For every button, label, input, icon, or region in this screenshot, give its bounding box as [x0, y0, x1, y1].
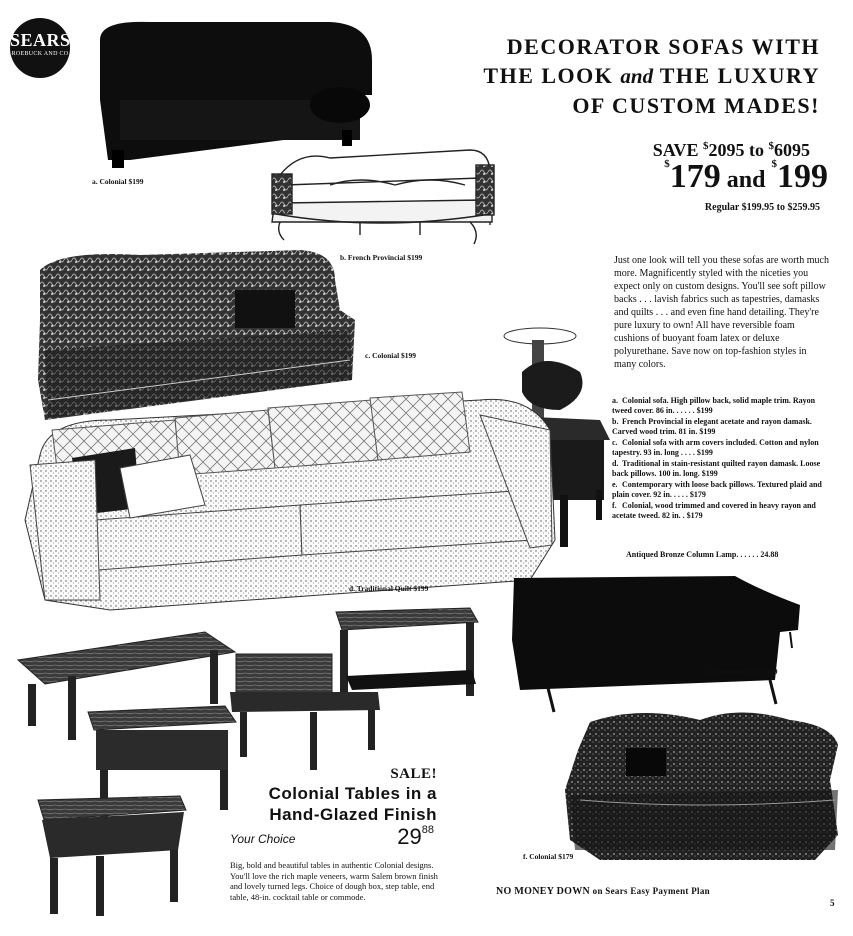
headline-and: and: [620, 64, 654, 88]
tables-price: [397, 824, 434, 850]
caption-c: c. Colonial $199: [365, 351, 417, 360]
headline-line-3: OF CUSTOM MADES!: [572, 93, 820, 118]
item-text: French Provincial in elegant acetate and rayon damask. Carved wood trim. 81 in. $199: [612, 417, 812, 436]
item-e: [612, 480, 830, 500]
tables-price-dollars: 29: [397, 824, 422, 849]
item-code: a.: [612, 396, 618, 405]
sofa-a-illustration: [100, 22, 372, 168]
logo-subtitle: ROEBUCK AND CO: [11, 51, 69, 57]
item-text: Traditional in stain-resistant quilted rayon damask. Loose back pillows. 100 in. long. $199: [612, 459, 821, 478]
caption-f: f. Colonial $179: [523, 852, 574, 861]
tables-line-2: Hand-Glazed Finish: [269, 805, 437, 824]
no-money-down: NO MONEY DOWN: [496, 886, 591, 897]
item-text: Colonial sofa with arm covers included. Cotton and nylon tapestry. 93 in. long . . . . $199: [612, 438, 819, 457]
item-code: c.: [612, 438, 618, 447]
save-label: SAVE: [652, 140, 703, 160]
item-code: f.: [612, 501, 617, 510]
page-number: 5: [830, 898, 835, 908]
price-a-sign: $: [664, 158, 670, 170]
item-text: Contemporary with loose back pillows. Textured plaid and plain cover. 92 in. . . . . $179: [612, 480, 822, 499]
sofa-c-illustration: [38, 250, 355, 420]
item-d: [612, 459, 830, 479]
caption-d: d. Traditional Quilt $199: [349, 584, 429, 593]
save-to: to: [744, 140, 769, 160]
price-a: 179: [669, 158, 721, 195]
item-text: Colonial sofa. High pillow back, solid maple trim. Rayon tweed cover. 86 in. . . . . . $199: [612, 396, 816, 415]
tables-price-row: [230, 824, 436, 849]
headline: [380, 32, 820, 120]
item-c: [612, 438, 830, 458]
sofa-b-illustration: [272, 150, 494, 244]
headline-line-2-b: THE LUXURY: [653, 63, 820, 88]
price-and: and: [720, 167, 772, 193]
logo-name: SEARS: [10, 30, 71, 50]
caption-e: e. Contemporary $179: [706, 667, 778, 676]
caption-b: b. French Provincial $199: [340, 253, 423, 262]
item-f: [612, 501, 830, 521]
sofa-d-illustration: [25, 392, 555, 610]
tables-line-1: Colonial Tables in a: [268, 784, 437, 803]
item-text: Colonial, wood trimmed and covered in heavy rayon and acetate tweed. 82 in. . $179: [612, 501, 816, 520]
payment-plan-note: [496, 886, 816, 897]
price-b: 199: [777, 158, 828, 195]
headline-line-1: DECORATOR SOFAS WITH: [506, 34, 820, 59]
caption-a: a. Colonial $199: [92, 177, 144, 186]
sale-price: [560, 158, 828, 196]
headline-line-2-a: THE LOOK: [483, 63, 621, 88]
lamp-price: Antiqued Bronze Column Lamp. . . . . . 24.88: [626, 550, 779, 559]
tables-description: Big, bold and beautiful tables in authentic Colonial designs. You'll love the rich maple veneers, warm Salem brown finish and lovely turned legs. Choice of dough box, step table, end table, 48-in. cocktail table or commode.: [230, 860, 438, 902]
sofa-e-illustration: [512, 576, 800, 712]
tables-sale: SALE!: [390, 766, 437, 782]
price-b-sign: $: [771, 158, 777, 170]
sofa-f-illustration: [565, 713, 838, 861]
item-code: b.: [612, 417, 619, 426]
your-choice-label: Your Choice: [230, 832, 296, 846]
save-low-amount: 2095: [708, 140, 745, 160]
save-high-amount: 6095: [774, 140, 810, 160]
item-code: d.: [612, 459, 619, 468]
tables-price-cents: 88: [421, 824, 434, 836]
payment-plan-text: on Sears Easy Payment Plan: [590, 886, 710, 896]
sofa-description: Just one look will tell you these sofas are worth much more. Magnificently styled with the niceties you expect only on custom designs. You'll see soft pillow backs . . . lavish fabrics such as tapestries, damasks and quilts . . . and even fine hand detailing. They're pure luxury to own! All have reversible foam cushions of buoyant foam latex or deluxe polyurethane. Save now on top-fashion styles in many colors.: [614, 255, 829, 370]
save-low-sign: $: [703, 140, 709, 152]
headline-line-2: [380, 61, 820, 91]
regular-price: Regular $199.95 to $259.95: [704, 202, 820, 213]
sofa-item-list: [612, 396, 830, 522]
tables-heading: [247, 766, 437, 825]
item-a: [612, 396, 830, 416]
item-code: e.: [612, 480, 618, 489]
sears-logo: [10, 18, 70, 78]
item-b: [612, 417, 830, 437]
save-high-sign: $: [768, 140, 774, 152]
